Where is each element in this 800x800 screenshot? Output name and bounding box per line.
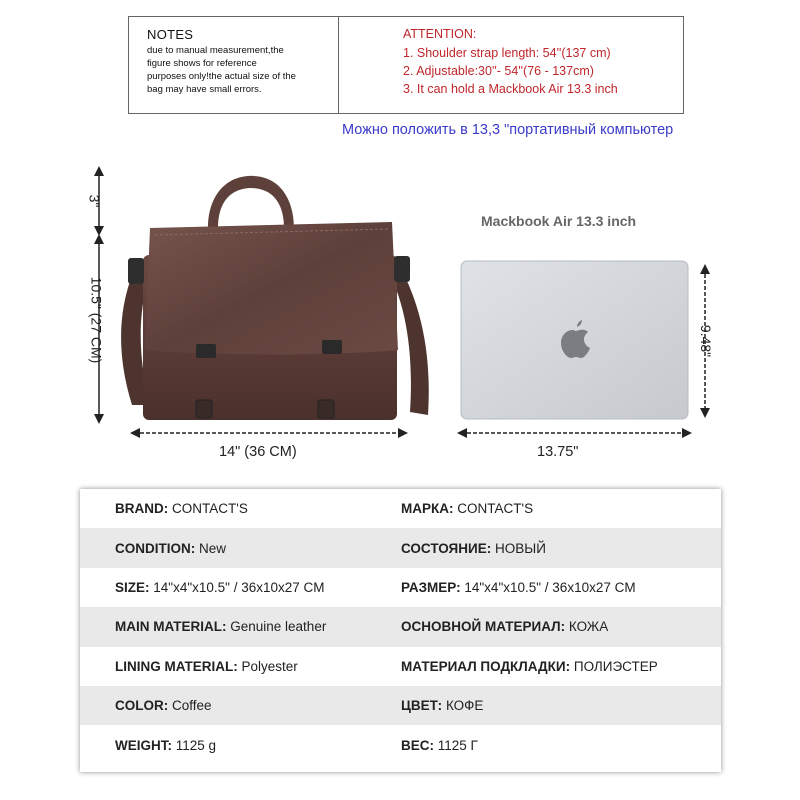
spec-value: КОФЕ xyxy=(445,698,484,714)
bag-buckle xyxy=(196,344,216,358)
spec-en xyxy=(80,619,401,634)
notes-line: due to manual measurement,the xyxy=(147,45,284,56)
laptop-height-label: 9.48" xyxy=(698,324,715,358)
spec-value: Coffee xyxy=(172,698,212,714)
spec-label: СОСТОЯНИЕ: xyxy=(401,540,492,556)
spec-ru xyxy=(401,659,721,674)
spec-row-size xyxy=(80,568,721,607)
bag-buckle xyxy=(322,340,342,354)
spec-ru xyxy=(401,580,721,595)
spec-value: Polyester xyxy=(241,658,298,674)
spec-label: SIZE: xyxy=(115,579,150,595)
spec-value: CONTACT'S xyxy=(457,501,534,517)
spec-row-main-material xyxy=(80,607,721,646)
spec-en xyxy=(80,698,401,713)
bag-buckle xyxy=(318,400,334,418)
spec-label: WEIGHT: xyxy=(115,737,172,753)
bag-handle xyxy=(208,176,294,228)
spec-label: BRAND: xyxy=(115,501,169,517)
spec-label: РАЗМЕР: xyxy=(401,579,461,595)
notes-line: figure shows for reference xyxy=(147,58,257,69)
spec-label: ОСНОВНОЙ МАТЕРИАЛ: xyxy=(401,619,566,635)
spec-row-weight xyxy=(80,725,721,764)
spec-value: КОЖА xyxy=(568,619,609,635)
spec-value: 14"x4"x10.5" / 36x10x27 CM xyxy=(464,579,636,595)
spec-en xyxy=(80,738,401,753)
spec-ru xyxy=(401,619,721,634)
spec-ru xyxy=(401,698,721,713)
spec-label: МАРКА: xyxy=(401,501,454,517)
notes-title: NOTES xyxy=(147,27,194,42)
spec-row-condition xyxy=(80,528,721,567)
attention-item: 3. It can hold a Mackbook Air 13.3 inch xyxy=(403,82,618,96)
spec-value: НОВЫЙ xyxy=(494,540,546,556)
spec-value: 1125 g xyxy=(175,737,217,753)
spec-value: ПОЛИЭСТЕР xyxy=(573,658,658,674)
spec-value: Genuine leather xyxy=(230,619,327,635)
bag-buckle xyxy=(196,400,212,418)
spec-ru xyxy=(401,541,721,556)
spec-ru xyxy=(401,501,721,516)
spec-value: New xyxy=(199,540,227,556)
handle-height-label: 3" xyxy=(86,194,103,208)
bag-flap xyxy=(145,222,398,355)
spec-label: ВЕС: xyxy=(401,737,434,753)
spec-label: CONDITION: xyxy=(115,540,196,556)
spec-label: LINING MATERIAL: xyxy=(115,658,238,674)
notes-line: bag may have small errors. xyxy=(147,84,262,95)
spec-label: COLOR: xyxy=(115,698,169,714)
attention-title: ATTENTION: xyxy=(403,27,477,41)
spec-row-color xyxy=(80,686,721,725)
spec-label: ЦВЕТ: xyxy=(401,698,443,714)
spec-value: 1125 Г xyxy=(437,737,478,753)
bag-height-label: 10.5" (27 CM) xyxy=(88,276,105,364)
spec-en xyxy=(80,659,401,674)
spec-label: МАТЕРИАЛ ПОДКЛАДКИ: xyxy=(401,658,571,674)
laptop-title: Mackbook Air 13.3 inch xyxy=(481,213,637,229)
attention-item: 1. Shoulder strap length: 54''(137 cm) xyxy=(403,46,611,60)
spec-value: CONTACT'S xyxy=(172,501,248,517)
spec-en xyxy=(80,580,401,595)
spec-table xyxy=(80,489,721,772)
spec-en xyxy=(80,501,401,516)
spec-row-brand xyxy=(80,489,721,528)
bag-width-label: 14" (36 CM) xyxy=(219,444,297,460)
spec-en xyxy=(80,541,401,556)
laptop-width-label: 13.75" xyxy=(537,444,579,460)
spec-ru xyxy=(401,738,721,753)
notes-line: purposes only!the actual size of the xyxy=(147,71,296,82)
spec-value: 14"x4"x10.5" / 36x10x27 CM xyxy=(153,579,325,595)
russian-laptop-note: Можно положить в 13,3 "портативный компьютер xyxy=(342,122,674,138)
spec-label: MAIN MATERIAL: xyxy=(115,619,227,635)
spec-row-lining xyxy=(80,647,721,686)
attention-item: 2. Adjustable:30''- 54''(76 - 137cm) xyxy=(403,64,594,78)
